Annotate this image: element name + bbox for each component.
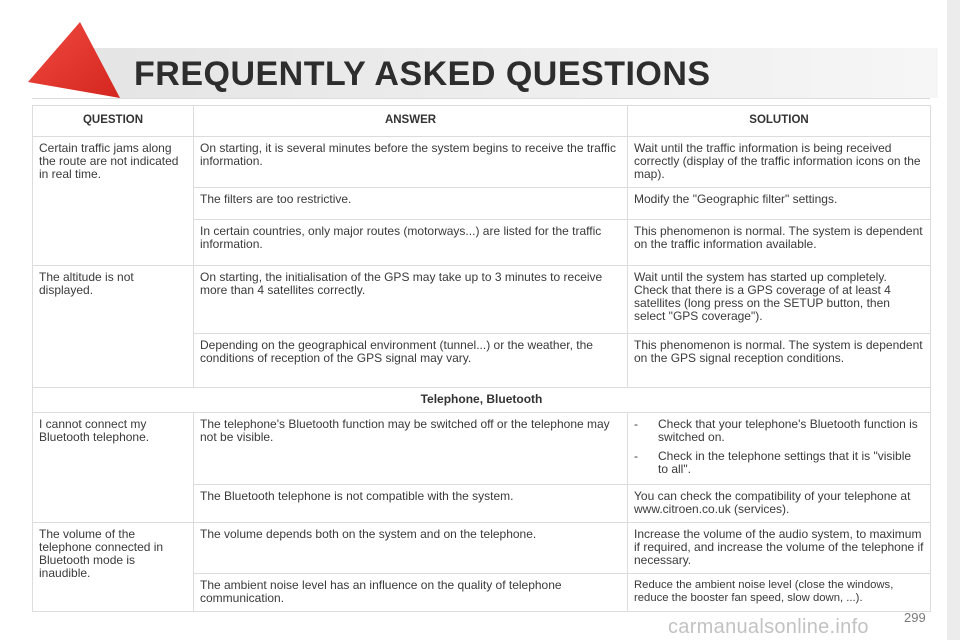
header-solution: SOLUTION bbox=[628, 106, 931, 137]
header-answer: ANSWER bbox=[194, 106, 628, 137]
solution-list bbox=[634, 418, 924, 476]
answer-cell: Depending on the geographical environment (tunnel...) or the weather, the conditions of reception of the GPS signal may vary. bbox=[194, 334, 628, 388]
answer-cell: The ambient noise level has an influence on the quality of telephone communication. bbox=[194, 574, 628, 612]
question-cell: The altitude is not displayed. bbox=[33, 266, 194, 388]
question-cell: The volume of the telephone connected in Bluetooth mode is inaudible. bbox=[33, 523, 194, 612]
solution-cell: Modify the "Geographic filter" settings. bbox=[628, 188, 931, 220]
solution-cell: Wait until the traffic information is being received correctly (display of the traffic information icons on the map). bbox=[628, 137, 931, 188]
solution-cell: Wait until the system has started up completely. Check that there is a GPS coverage of at least 4 satellites (long press on the SETUP button, then select "GPS coverage"). bbox=[628, 266, 931, 334]
dash-bullet: - bbox=[634, 417, 638, 431]
solution-cell: This phenomenon is normal. The system is dependent on the traffic information available. bbox=[628, 220, 931, 266]
solution-cell bbox=[628, 413, 931, 485]
table-header-row bbox=[33, 106, 931, 137]
answer-cell: On starting, the initialisation of the GPS may take up to 3 minutes to receive more than 4 satellites correctly. bbox=[194, 266, 628, 334]
table-row bbox=[33, 266, 931, 334]
solution-cell: Reduce the ambient noise level (close the windows, reduce the booster fan speed, slow down, ...). bbox=[628, 574, 931, 612]
answer-cell: In certain countries, only major routes (motorways...) are listed for the traffic information. bbox=[194, 220, 628, 266]
header-question: QUESTION bbox=[33, 106, 194, 137]
header-rule bbox=[32, 98, 930, 99]
answer-cell: The telephone's Bluetooth function may be switched off or the telephone may not be visible. bbox=[194, 413, 628, 485]
question-cell: Certain traffic jams along the route are not indicated in real time. bbox=[33, 137, 194, 266]
answer-cell: The filters are too restrictive. bbox=[194, 188, 628, 220]
table-row bbox=[33, 413, 931, 485]
solution-cell: This phenomenon is normal. The system is dependent on the GPS signal reception conditions. bbox=[628, 334, 931, 388]
section-title: Telephone, Bluetooth bbox=[33, 388, 931, 413]
watermark-text: carmanualsonline.info bbox=[668, 616, 869, 638]
list-item bbox=[634, 450, 924, 476]
answer-cell: On starting, it is several minutes before the system begins to receive the traffic information. bbox=[194, 137, 628, 188]
section-row bbox=[33, 388, 931, 413]
list-item-text: Check in the telephone settings that it is "visible to all". bbox=[658, 449, 912, 476]
page-number: 299 bbox=[904, 610, 926, 625]
right-margin-bar bbox=[947, 0, 960, 640]
list-item-text: Check that your telephone's Bluetooth function is switched on. bbox=[658, 417, 918, 444]
solution-cell: You can check the compatibility of your telephone at www.citroen.co.uk (services). bbox=[628, 485, 931, 523]
table-row bbox=[33, 523, 931, 574]
table-row bbox=[33, 137, 931, 188]
solution-cell: Increase the volume of the audio system, to maximum if required, and increase the volume of the telephone if necessary. bbox=[628, 523, 931, 574]
question-cell: I cannot connect my Bluetooth telephone. bbox=[33, 413, 194, 523]
list-item bbox=[634, 418, 924, 444]
answer-cell: The volume depends both on the system and on the telephone. bbox=[194, 523, 628, 574]
answer-cell: The Bluetooth telephone is not compatible with the system. bbox=[194, 485, 628, 523]
dash-bullet: - bbox=[634, 449, 638, 463]
faq-table bbox=[32, 105, 931, 612]
page-title: FREQUENTLY ASKED QUESTIONS bbox=[134, 55, 711, 93]
